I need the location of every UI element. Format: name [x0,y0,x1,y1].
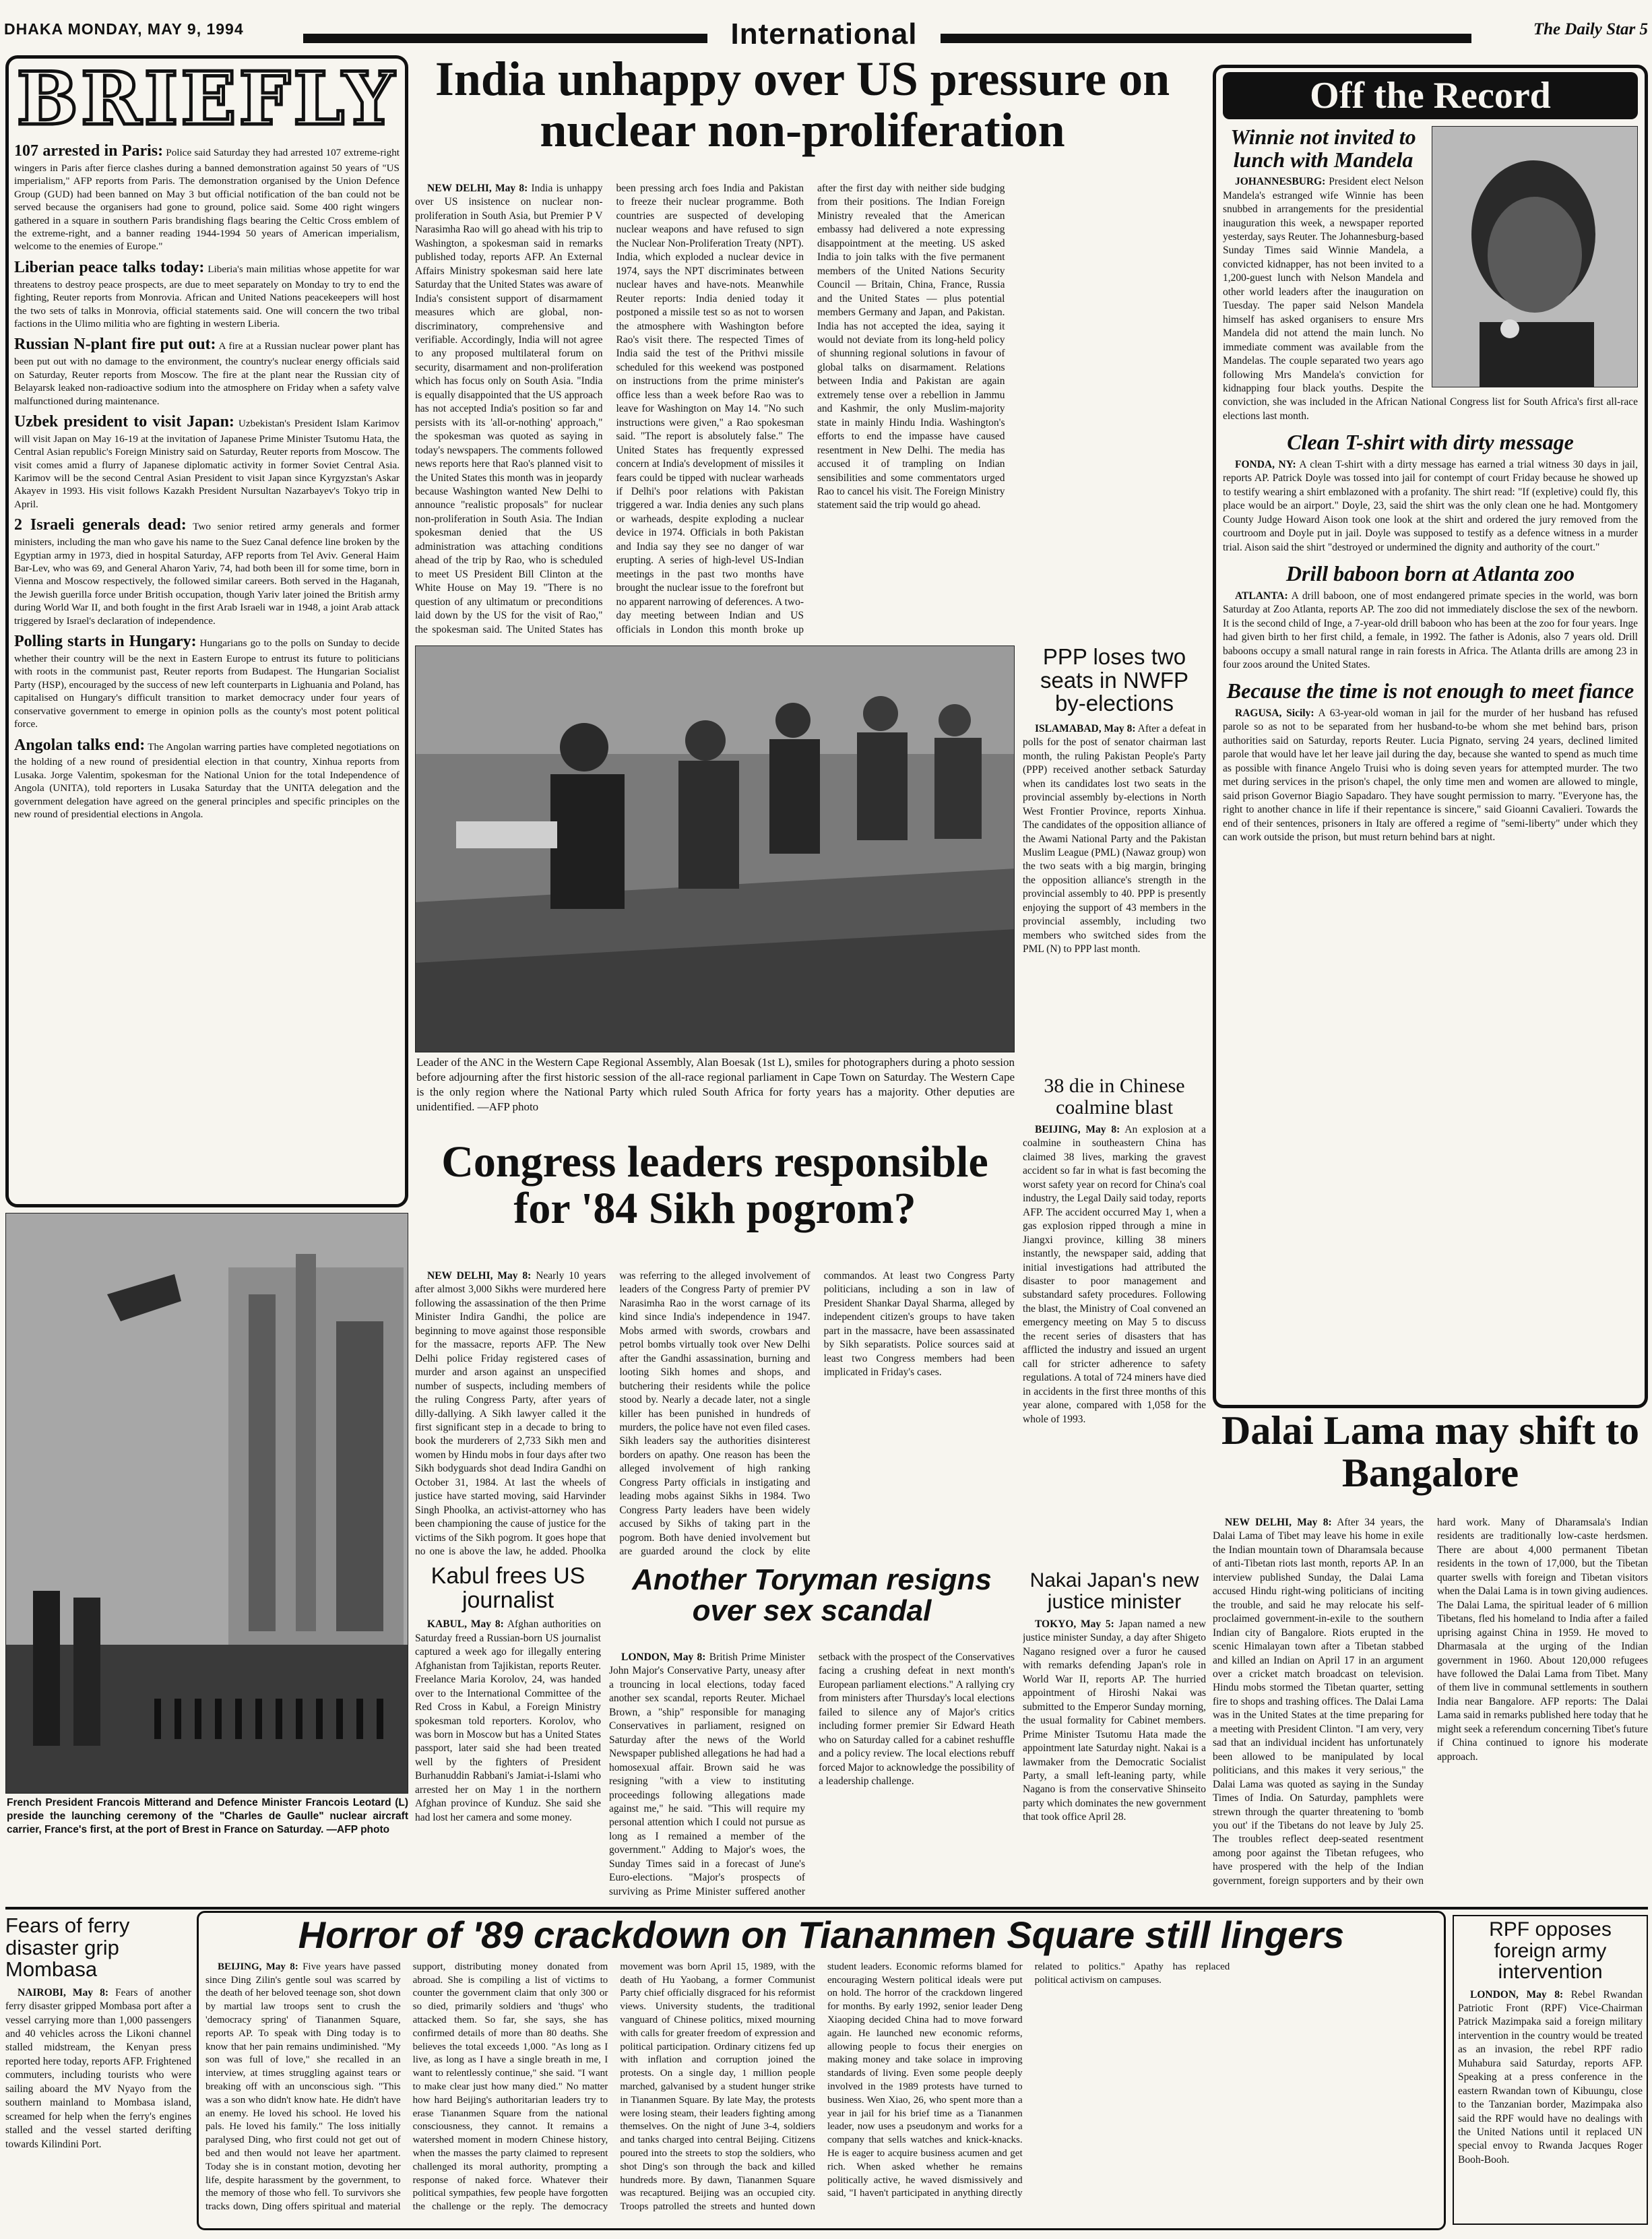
briefly-item-head: 107 arrested in Paris: [14,142,164,160]
dalai-dateline: NEW DELHI, May 8: [1225,1517,1332,1528]
briefly-item-text: Hungarians go to the polls on Sunday to decide whether their country will be the next in Eastern Europe to entrust its future to politicians with roots in the communist past, Reuter reports from Budapest. The Hungarian Socialist Party (HSP), encouraged by the success of new left counterparts in Lighuania and Poland, has capitalised on Hungary's difficult transition to market democracy under four years of conservative government to emerge in opinion polls as the county's most potent political force. [14,637,400,730]
rpf-dateline: LONDON, May 8: [1470,1988,1564,2000]
section-title: International [730,18,918,51]
photo-anc [415,645,1015,1052]
coalmine-text: An explosion at a coalmine in southeastern China has claimed 38 lives, marking the gravest accident so far in what is fast becoming the worst safety year on record for China's coal industry, the Legal Daily said today, reports AFP. The accident occurred May 1, when a gas explosion ripped through a mine in Jiangxi province, killing 38 miners instantly, the newspaper said, adding that initial investigations had attributed the disaster to poor management and substandard safety procedures. Following the blast, the Ministry of Coal convened an emergency meeting on May 5 to discuss the recent series of disasters that has afflicted the industry and issued an urgent call for stricter adherence to safety regulations. A total of 724 miners have died in accidents in the first three months of this year alone, compared with 1,058 for the whole of 1993. [1023,1124,1206,1425]
off-record-item-dateline: FONDA, NY: [1235,458,1296,470]
briefly-item-text: Police said Saturday they had arrested 107 extreme-right wingers in Paris after fierce clashes during a banned demonstration against 50 years of "US imperialism," AFP reports from Paris. The demonstration organised by the Union Defence Group (GUD) had been banned on May 3 but official notification of the ban could not be served because the organisers had gone to ground, police said. Some 400 right wingers gathered in a square in southern Paris brandishing flags bearing the Celtic Cross emblem of the extreme-right, and a banner reading 1944-1994 50 years of American imperialism, welcome to the enemies of Europe." [14,147,400,253]
tiananmen-body [205,1961,1437,2219]
off-record-item-head: Winnie not invited to lunch with Mandela [1230,125,1416,172]
congress-dateline: NEW DELHI, May 8: [427,1270,532,1282]
off-record-item-dateline: RAGUSA, Sicily: [1235,707,1314,720]
photo-brest-caption: French President Francois Mitterand and Defence Minister Francois Leotard (L) preside the launching ceremony of the "Charles de Gaulle" nuclear aircraft carrier, France's first, at the port of Brest in France on Saturday. —AFP photo [7,1797,408,1836]
ferry-dateline: NAIROBI, May 8: [18,1986,108,1998]
off-record-item-dateline: ATLANTA: [1235,590,1288,602]
briefly-item-head: Liberian peace talks today: [14,258,205,276]
masthead-rule-right [941,34,1471,43]
briefly-item-head: Polling starts in Hungary: [14,633,197,651]
briefly-list [14,141,400,821]
briefly-item-text: Uzbekistan's President Islam Karimov will visit Japan on May 16-19 at the invitation of Japanese Prime Minister Tsutomu Hata, the Central Asian republic's Foreign Ministry said on Saturday, Reuter reports from Moscow. The visit comes amid a flurry of Japanese diplomatic activity in former Soviet Central Asia. Karimov will be the second Central Asian President to visit Japan since Kyrgyzstan's Askar Akayev in 1993. His visit follows Kazakh President Nursultan Nazarbayev's Tokyo trip in April. [14,417,400,510]
dalai-headline: Dalai Lama may shift to Bangalore [1221,1410,1639,1495]
dalai-text: After 34 years, the Dalai Lama of Tibet may leave his home in exile the Indian mountain town of Dharamsala because of anti-Tibetan riots last month, reports AP. In an interview published Sunday, the Dalai Lama accused Hindu right-wing politicians of inciting the trouble, and said he may relocate his self-proclaimed government-in-exile to the southern Indian city of Bangalore. Riots erupted in the scenic Himalayan town after a Tibetan stabbed and killed an Indian on April 17 in an argument over a cricket match broadcast on television. Hindu mobs stormed the Tibetan quarter, setting fire to shops and trashing offices. The Dalai Lama was in the United States at the time preparing for a meeting with President Clinton. "I am very, very sad that an individual incident has unfortunately been allowed to be manipulated by local politicians, and this makes it very serious," the Dalai Lama was quoted as saying in the Sunday Times of India. On Saturday, pamphlets were strewn through the quarter threatening to 'bomb you out' if the Tibetans do not leave by July 25. The troubles reflect deep-seated resentment among poor against the Tibetan refugees, who have prospered with the help of the Indian government, foreign supporters and by their own hard work. Many of Dharamsala's Indian residents are traditionally low-caste herdsmen. There are about 4,000 permanent Tibetan residents in the town of 17,000, but the Tibetan quarter swells with foreign and Tibetan visitors when the Dalai Lama is in town giving audiences. The Dalai Lama, the spiritual leader of 6 million Tibetans, fled his homeland to India after a failed uprising against China in 1959. He moved to Dharmasala at the urging of the Indian government in 1960. About 120,000 refugees have followed the Dalai Lama from Tibet. Many of them live in communal settlements in southern India near Bangalore. AFP reports: The Dalai Lama said in remarks published here today that he might seek a referendum concerning Tibet's future if China continued to ignore his moderate approach. [1213,1517,1648,1887]
rpf-text: Rebel Rwandan Patriotic Front (RPF) Vice-Chairman Patrick Mazimpaka said a foreign military intervention in the country would be treated as an invasion, the rebel RPF radio Muhabura said Saturday, reports AFP. Speaking at a press conference in the eastern Rwandan town of Kibuungu, close to the Tanzanian border, Mazimpaka also said the RPF would have no dealings with the United Nations until it replaced UN special envoy to Rwanda Jacques Roger Booh-Booh. [1458,1988,1643,2166]
ferry-headline: Fears of ferry disaster grip Mombasa [5,1915,130,1982]
ferry-story [5,1915,191,2225]
congress-body [415,1269,1015,1559]
kabul-dateline: KABUL, May 8: [427,1618,504,1631]
briefly-item-text: Two senior retired army generals and former ministers, including the man who gave his name to the Suez Canal defence line broken by the Egyptian army in 1973, died in hospital Saturday, AFP reports from Tel Aviv. General Haim Bar-Lev, who was 69, and General Aharon Yariv, 74, had both been ill for some time, born in Vienna and Moscow respectively, the followed similar careers. Both served in the Haganah, the Jewish guerilla force under British occupation, though Yariv later joined the British army during World War II, and both fought in the first Arab Israeli war in 1948, a joint Arab attack triggered by Israel's declaration of independence. [14,521,400,627]
photo-anc-caption: Leader of the ANC in the Western Cape Regional Assembly, Alan Boesak (1st L), smiles for photographers during a photo session before adjourning after the first historic session of the all-race regional parliament in Cape Town on Saturday. The Western Cape is the only region where the National Party which ruled South Africa for forty years has a majority. Other deputies are unidentified. —AFP photo [416,1056,1015,1114]
briefly-item [14,515,400,627]
briefly-item [14,412,400,511]
congress-headline: Congress leaders responsible for '84 Sikh pogrom? [441,1139,988,1234]
rpf-headline: RPF opposes foreign army intervention [1489,1918,1612,1983]
off-record-item-head: Because the time is not enough to meet fiance [1226,679,1634,703]
off-record-box [1213,65,1648,1408]
coalmine-headline: 38 die in Chinese coalmine blast [1044,1075,1185,1118]
coalmine-story [1023,1075,1206,1560]
tiananmen-headline: Horror of '89 crackdown on Tiananmen Square still lingers [298,1914,1345,1956]
kabul-story [415,1565,601,1901]
off-record-item-head: Clean T-shirt with dirty message [1287,430,1574,455]
toryman-headline: Another Toryman resigns over sex scandal [632,1565,992,1628]
briefly-item [14,735,400,821]
photo-brest-image [6,1213,408,1794]
briefly-item-head: Russian N-plant fire put out: [14,336,216,354]
nakai-story [1023,1570,1206,1901]
off-record-item-text: President elect Nelson Mandela's estranged wife Winnie has been snubbed in arrangements for the presidential inauguration this week, a newspaper reported yesterday, says Reuter. The Johannesburg-based Sunday Times said Winnie Mandela, a convicted kidnapper, has not been invited to a 1,200-guest lunch with Nelson Mandela and other world leaders after the inauguration on Tuesday. The paper said Nelson Mandela himself has asked organisers to ensure Mrs Mandela did not attend the main lunch. No immediate comment was available from the Mandelas. The couple separated two years ago following Mrs Mandela's conviction for kidnapping four black youths. Despite the conviction, she was included in the African National Congress list for South Africa's first all-race elections last month. [1223,176,1638,422]
toryman-text: British Prime Minister John Major's Conservative Party, uneasy after a trouncing in local elections, today faced another sex scandal, reports Reuter. Michael Brown, a "ship" responsible for managing Conservatives in parliament, resigned on Saturday after the news of the World Newspaper published allegations he had had a homosexual affair. Brown said he was resigning "with a view to instituting proceedings following allegations made against me," he said. "This will require my personal attention which I could not pursue as long as I remained a member of the government." Adding to Major's woes, the Sunday Times said in a forecast of June's Euro-elections. "Major's prospects of surviving as Prime Minister suffered another setback with the prospect of the Conservatives facing a crushing defeat in next month's European parliament elections." A rallying cry from ministers after Thursday's local elections failed to silence any of Major's critics including former premier Sir Edward Heath who on Saturday called for a cabinet reshuffle and a policy review. The local elections rebuff forced Major to acknowledge the possibility of a leadership challenge. [609,1651,1015,1897]
tiananmen-text: Five years have passed since Ding Zilin's gentle soul was scarred by the death of her beloved teenage son, shot down by martial law troops sent to crush the 'democracy spring' of Tiananmen Square, reports AP. To speak with Ding today is to know that her pain remains undiminished. "My son was full of love," she recalled in an interview, at times struggling against tears or breaking off with an unconscious sigh. "This was a son who didn't know hate. He didn't have an enemy. He loved his school. He loved his pals. He loved his family." The loss initially paralysed Ding, who first could not get out of bed and then would not leave her apartment. Today she is in constant motion, devoting her life, despite harassment by the government, to the memory of those who fell. To survivors she tracks down, Ding offers spiritual and material support, distributing money donated from abroad. She is compiling a list of victims to counter the government claim that only 300 or so died, primarily soldiers and 'thugs' who attacked them. So far, she says, she has confirmed details of more than 80 deaths. She believes the total exceeds 1,000. "As long as I live, as long as I have a single breath in me, I want to relentlessly continue," she said. "I want to make clear just how many died." No matter how hard Beijing's authoritarian leaders try to erase Tiananmen Square from the national consciousness, they cannot. It remains a watershed moment in modern Chinese history, when the masses the party claimed to represent challenged its moral authority, prompting a response of naked force. Whatever their political sympathies, few people have forgotten the challenge or the reply. The democracy movement was born April 15, 1989, with the death of Hu Yaobang, a former Communist Party chief officially disgraced for his reformist views. University students, the traditional vanguard of Chinese politics, mixed mourning with calls for greater freedom of expression and political participation. Ordinary citizens fed up with inflation and corruption joined the protests. On a single day, 1 million people marched, galvanised by a student hunger strike in Tiananmen Square. By late May, the protests were losing steam, their leaders fighting among themselves. On the night of June 3-4, soldiers and tanks charged into central Beijing. Citizens poured into the streets to stop the soldiers, who shot Ding's son through the back and killed hundreds more. By dawn, Tiananmen Square was recaptured. Beijing was an occupied city. Troops patrolled the streets and hunted down student leaders. Economic reforms blamed for encouraging Western political ideals were put on hold. The horror of the crackdown lingered for months. By early 1992, senior leader Deng Xiaoping decided China had to move forward again. He launched new economic reforms, allowing people to focus their energies on making money and take solace in improving standards of living. Even some people deeply involved in the 1989 protests have turned to business. Wen Xiao, 26, who spent more than a year in jail for his brief time as a Tiananmen leader, now uses a pseudonym and works for a company that sells watches and knick-knacks. He is eager to acquire business acumen and get rich. When asked whether he remains politically active, he waved dismissively and said, "I haven't participated in anything directly related to politics." Apathy has replaced political activism on campuses. [205,1961,1230,2213]
briefly-item-text: Liberia's main militias whose appetite for war threatens to destroy peace prospects, are due to meet separately on Monday to try to end the fighting, Reuter reports from Monrovia. African and United Nations peacekeepers will host the two sets of talks in Monrovia, official statements said. One will concern the two tribal factions in the Ulimo militia who are fighting in western Liberia. [14,263,400,329]
briefly-item [14,257,400,331]
off-record-item [1223,680,1638,844]
congress-text: Nearly 10 years after almost 3,000 Sikhs were murdered here following the assassination of the then Prime Minister Indira Gandhi, the police are beginning to move against those responsible for the massacre, reports AFP. The New Delhi police Friday registered cases of murder and arson against an unspecified number of suspects, including members of the ruling Congress Party, after years of dilly-dallying. A Sikh lawyer called it the first significant step in a decade to bring to book the murderers of 2,733 Sikh men and women by Hindu mobs in four days after two Sikh bodyguards shot dead Indira Gandhi on October 31, 1984. At last the wheels of justice have started moving, said Harvinder Singh Phoolka, an activist-attorney who has been championing the cause of justice for the victims of the Sikh pogrom. It goes hope that no one is above the law, he added. Phoolka was referring to the alleged involvement of leaders of the Congress Party of premier PV Narasimha Rao in the worst carnage of its kind since India's independence in 1947. Mobs armed with swords, crowbars and petrol bombs virtually took over New Delhi after the Gandhi assassination, burning and looting Sikh homes and shops, and butchering their residents while the police stood by. Nearly a decade later, not a single killer has been punished in hundreds of murders, the police have not even filed cases. Sikh leaders say the authorities disinterest borders on apathy. One reason has been the alleged involvement of high ranking Congress Party officials in instigating and leading mobs against Sikhs in 1984. Two Congress Party leaders have been widely accused by Sikhs of taking part in the pogrom. Both have denied involvement but are guarded around the clock by elite commandos. At least two Congress Party politicians, including a son in law of President Shankar Dayal Sharma, alleged by independent citizen's groups to have taken part in the massacre, have been assassinated by Sikh separatists. Police sources said at least two Congress members had been implicated in Friday's cases. [415,1270,1015,1558]
ppp-text: After a defeat in polls for the post of senator chairman last month, the ruling Pakistan People's Party (PPP) received another setback Saturday when its candidates lost two seats in the provincial assembly by-elections in North West Frontier Province, reports Xinhua. The candidates of the opposition alliance of the Awami National Party and the Pakistan Muslim League (PML) (Nawaz group) won the two seats with a big margin, bringing the opposition alliance's strength in the provincial assembly to 40. PPP is presently enjoying the support of 43 members in the provincial assembly, including two members who switched sides from the PML (N) to PPP last month. [1023,722,1206,955]
nakai-text: Japan named a new justice minister Sunday, a day after Shigeto Nagano resigned over a furor he caused with remarks defending Japan's role in World War II, reports AP. The hurried appointment of Hiroshi Nakai was submitted to the Emperor Sunday morning, the usual formality for Cabinet members. Prime Minister Tsutomu Hata made the appointment late Saturday night. Nakai is a lawmaker from the Democratic Socialist Party, a small left-leaning party, while Nagano is from the conservative Shinseito party which dominates the new government that took office April 28. [1023,1618,1206,1823]
tiananmen-dateline: BEIJING, May 8: [218,1961,298,1972]
ppp-headline: PPP loses two seats in NWFP by-elections [1040,645,1189,716]
off-record-item-dateline: JOHANNESBURG: [1235,176,1326,188]
dalai-body [1213,1516,1648,1901]
off-record-item-text: A drill baboon, one of most endangered primate species in the world, was born Saturday at Zoo Atlanta, reports AP. The zoo did not immediately disclose the sex of the newborn. It is the second child of Inge, a 7-year-old drill baboon who has been at the zoo for four years. Inge had given birth to her first child, a female, in 1992. The father is Adonis, also 7 years old. Drill baboons occupy a small natural range in rain forests in Africa. The Atlanta drills are among 23 in four zoos around the United States. [1223,590,1639,670]
ppp-dateline: ISLAMABAD, May 8: [1035,722,1136,734]
nakai-dateline: TOKYO, May 5: [1035,1618,1114,1630]
toryman-body [609,1651,1015,1901]
photo-anc-image [416,646,1015,1052]
rpf-story [1453,1915,1648,2225]
briefly-item-head: 2 Israeli generals dead: [14,516,187,534]
india-us-body [415,182,1206,640]
india-us-text: India is unhappy over US insistence on nuclear non-proliferation in South Asia, but Premier P V Narasimha Rao will go ahead with his trip to Washington, a spokesman said in remarks published today, reports AFP. An External Affairs Ministry spokesman said here late Saturday that the United States was aware of India's consistent support of disarmament measures which are global, non-discriminatory, comprehensive and verifiable. Accordingly, India will not agree to any proposed multilateral forum on security, disarmament and non-proliferation which has focus only on South Asia. "India is equally disappointed that the US approach has not accepted India's position so far and persists with its 'all-or-nothing' approach," the spokesman was quoted as saying in today's newspapers. The comments followed news reports here that Rao's planned visit to the United States this month was in jeopardy because Washington wanted New Delhi to announce "realistic proposals" for nuclear non-proliferation in South Asia. The Indian spokesman denied that the US administration was attaching conditions ahead of the trip by Rao, who is scheduled to meet US President Bill Clinton at the White House on May 19. "There is no question of any ultimatum or preconditions laid down by the US for the visit of Rao," the spokesman said. The United States has been pressing arch foes India and Pakistan to freeze their nuclear programme. Both countries are suspected of developing nuclear weapons and have refused to sign the Nuclear Non-Proliferation Treaty (NPT). India, which exploded a nuclear device in 1974, says the NPT discriminates between nuclear haves and have-nots. Meanwhile Reuter reports: India denied today it postponed a missile test so as not to worsen the atmosphere with Washington before Rao's visit there. The respected Times of India said the test of the Prithvi missile scheduled for this weekend was postponed on instructions from the prime minister's office less than a week before Rao was to leave for Washington on May 14. "No such instructions were given," a Rao spokesman said. "The report is absolutely false." The United States has frequently expressed concern at India's development of missiles it fears could be tipped with nuclear warheads if Delhi's poor relations with Pakistan triggered a war. India denies any such plans or warheads, despite exploding a nuclear device in 1974. Officials in both Pakistan and India say they see no danger of war erupting. A series of high-level US-Indian meetings in the past two months have brought the nuclear issue to the forefront but no apparent narrowing of deferences. A two-day meeting between Indian and US officials in London this month broke up after the first day with neither side budging from their positions. The Indian Foreign Ministry revealed that the American embassy had delivered a note expressing disappointment at the meeting. US asked India to join talks with the five permanent members of the United Nations Security Council — Britain, China, France, Russia and the United States — plus potential members Germany and Japan, and Pakistan. India has not accepted the idea, saying it would not deviate from its long-held policy of shunning regional solutions in favour of global talks on disarmament. Relations between India and Pakistan are again extremely tense over a rebellion in Jammu and Kashmir, the only Muslim-majority state in mainly Hindu India. Washington's efforts to end the impasse have caused resentment in New Delhi. The media has accused it of trampling on Indian sensibilities and some commentators urged Rao to cancel his visit. The Foreign Ministry statement said the trip would go ahead. [415,183,1005,635]
off-record-item-text: A 63-year-old woman in jail for the murder of her husband has refused parole so as not to be separated from her husband-to-be whom she met behind bars, prison authorities said on Saturday, reports Reuter. Lucia Pignato, serving 24 years, declined limited parole that would have let her leave jail during the day, because she wanted to spend as much time as possible with finance Angelo Truisi who is doing seven years for attempted murder. The two met during services in the prison's chapel, the only time men and women are allowed to mingle, said prison Governor Biagio Sapadaro. They have sought permission to marry. "Everyone has, the right to another chance in life if their repentance is sincere," said Gioanni Cavalieri. Towards the end of their sentences, prisoners in Italy are offered a regime of "semi-liberty" under which they can work outside the prison, but must return behind bars at night. [1223,707,1638,844]
kabul-headline: Kabul frees US journalist [431,1565,585,1613]
briefly-item-head: Angolan talks end: [14,736,146,754]
bottom-rule [5,1907,1648,1910]
briefly-title: BRIEFLY [16,57,398,141]
photo-brest [5,1213,408,1794]
briefly-item [14,141,400,253]
off-record-item-head: Drill baboon born at Atlanta zoo [1285,561,1575,586]
off-record-item-text: A clean T-shirt with a dirty message has earned a trial witness 30 days in jail, reports AP. Patrick Doyle was tossed into jail for contempt of court Friday because he showed up to testify wearing a shirt emblazoned with a profanity. The shirt read: "If (expletive) could fly, this place would be an airport." Doyle, 23, said the shirt was the only clean one he had. Montgomery County Judge Howard Aison took one look at the shirt and ordered the jury removed from the courtroom and Doyle put in jail. Doyle was supposed to testify as a defence witness in a murder trial. Aison said the shirt "destroyed or undermined the dignity and authority of the court." [1223,458,1638,553]
dateline: DHAKA MONDAY, MAY 9, 1994 [4,20,244,38]
briefly-item-text: The Angolan warring parties have completed negotiations on the holding of a new round of presidential election in that country, Xinhua reports from Lusaka. Jorge Valentim, spokesman for the National Union for the total Independence of Angola (UNITA), told reporters in Lusaka Saturday that the UNITA delegation and the government delegation have agreed on the general principles and specific principles on the new round of presidential elections in Angola. [14,740,400,821]
tiananmen-box [197,1911,1446,2230]
briefly-item-head: Uzbek president to visit Japan: [14,412,234,431]
photo-winnie-image [1432,127,1638,387]
off-record-item [1223,431,1638,555]
off-record-item [1223,563,1638,672]
off-record-title: Off the Record [1223,72,1638,119]
nakai-headline: Nakai Japan's new justice minister [1029,1570,1199,1613]
india-us-headline: India unhappy over US pressure on nuclear non-proliferation [435,54,1170,157]
ferry-text: Fears of another ferry disaster gripped Mombasa port after a vessel carrying more than 1,000 passengers and 40 vehicles across the Likoni channel stalled midstream, the Kenyan press reported here today, reports AFP. Frightened commuters, including tourists who were sailing aboard the MV Nyayo from the southern mainland to Mombasa island, screamed for help when the ferry's engines stalled and the vessel started derifting towards Kilindini Port. [5,1986,191,2150]
india-us-dateline: NEW DELHI, May 8: [427,183,528,194]
briefly-item-text: A fire at a Russian nuclear power plant has been put out with no damage to the environment, the country's nuclear energy officials said on Saturday, Reuter reports from Moscow. The fire at the plant near the Russian city of Belayarsk leaked non-radioactive sodium into the atmosphere on Friday when a safety valve malfunctioned during maintenance. [14,340,400,407]
briefly-item [14,334,400,408]
photo-winnie [1432,126,1638,387]
briefly-box [5,55,408,1207]
kabul-text: Afghan authorities on Saturday freed a Russian-born US journalist captured a week ago for illegally entering Afghanistan from Tajikistan, reports Reuter. Freelance Maria Korolov, 24, was handed over to the International Committee of the Red Cross in Kabul, a Foreign Ministry spokesman told reporters. Korolov, who was born in Moscow but has a United States passport, later said she had been treated well by the fighters of President Burhanuddin Rabbani's Jamiat-i-Islami who arrested her on May 1 in the northern Afghan province of Kunduz. She said she had lost her camera and some money. [415,1618,601,1823]
coalmine-dateline: BEIJING, May 8: [1035,1124,1120,1135]
masthead [0,0,1652,51]
paper-name: The Daily Star 5 [1533,20,1648,38]
toryman-dateline: LONDON, May 8: [621,1651,706,1663]
masthead-rule-left [303,34,707,43]
briefly-item [14,631,400,730]
